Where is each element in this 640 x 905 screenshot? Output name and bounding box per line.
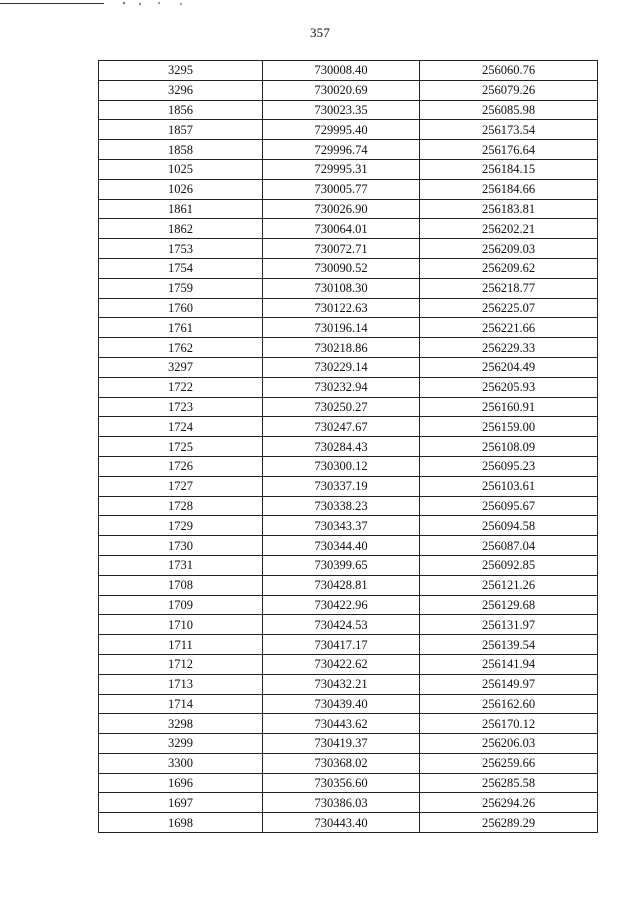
y-coordinate-cell: 256184.15 [420,159,598,179]
point-id-cell: 1754 [99,258,263,278]
x-coordinate-cell: 729996.74 [263,140,420,160]
x-coordinate-cell: 730428.81 [263,575,420,595]
point-id-cell: 1857 [99,120,263,140]
x-coordinate-cell: 730356.60 [263,773,420,793]
table-row [99,298,598,318]
x-coordinate-cell: 730422.96 [263,595,420,615]
x-coordinate-cell: 730432.21 [263,674,420,694]
y-coordinate-cell: 256221.66 [420,318,598,338]
y-coordinate-cell: 256085.98 [420,100,598,120]
x-coordinate-cell: 730443.40 [263,813,420,833]
y-coordinate-cell: 256060.76 [420,61,598,81]
table-row [99,575,598,595]
table-row [99,179,598,199]
point-id-cell: 1712 [99,654,263,674]
point-id-cell: 1862 [99,219,263,239]
y-coordinate-cell: 256159.00 [420,417,598,437]
table-row [99,674,598,694]
point-id-cell: 1697 [99,793,263,813]
table-row [99,159,598,179]
x-coordinate-cell: 730399.65 [263,555,420,575]
table-row [99,635,598,655]
y-coordinate-cell: 256285.58 [420,773,598,793]
y-coordinate-cell: 256162.60 [420,694,598,714]
x-coordinate-cell: 730122.63 [263,298,420,318]
table-row [99,437,598,457]
x-coordinate-cell: 730218.86 [263,338,420,358]
table-row [99,377,598,397]
point-id-cell: 1026 [99,179,263,199]
point-id-cell: 1728 [99,496,263,516]
point-id-cell: 3299 [99,734,263,754]
table-row [99,357,598,377]
point-id-cell: 1727 [99,476,263,496]
point-id-cell: 1858 [99,140,263,160]
table-row [99,536,598,556]
table-row [99,793,598,813]
y-coordinate-cell: 256289.29 [420,813,598,833]
y-coordinate-cell: 256170.12 [420,714,598,734]
x-coordinate-cell: 730300.12 [263,456,420,476]
x-coordinate-cell: 730229.14 [263,357,420,377]
x-coordinate-cell: 730064.01 [263,219,420,239]
x-coordinate-cell: 730090.52 [263,258,420,278]
x-coordinate-cell: 730250.27 [263,397,420,417]
table-row [99,80,598,100]
y-coordinate-cell: 256095.67 [420,496,598,516]
y-coordinate-cell: 256204.49 [420,357,598,377]
y-coordinate-cell: 256079.26 [420,80,598,100]
y-coordinate-cell: 256184.66 [420,179,598,199]
point-id-cell: 1724 [99,417,263,437]
x-coordinate-cell: 730196.14 [263,318,420,338]
point-id-cell: 1722 [99,377,263,397]
point-id-cell: 1713 [99,674,263,694]
coordinates-table [98,60,598,833]
table-row [99,100,598,120]
point-id-cell: 1723 [99,397,263,417]
x-coordinate-cell: 730008.40 [263,61,420,81]
x-coordinate-cell: 730284.43 [263,437,420,457]
coordinates-table-body [99,61,598,833]
point-id-cell: 1711 [99,635,263,655]
point-id-cell: 1861 [99,199,263,219]
x-coordinate-cell: 730023.35 [263,100,420,120]
y-coordinate-cell: 256108.09 [420,437,598,457]
point-id-cell: 1856 [99,100,263,120]
y-coordinate-cell: 256160.91 [420,397,598,417]
y-coordinate-cell: 256209.62 [420,258,598,278]
table-row [99,278,598,298]
x-coordinate-cell: 730020.69 [263,80,420,100]
table-row [99,318,598,338]
table-row [99,456,598,476]
table-row [99,813,598,833]
x-coordinate-cell: 730072.71 [263,239,420,259]
y-coordinate-cell: 256218.77 [420,278,598,298]
x-coordinate-cell: 730343.37 [263,516,420,536]
scan-artifact-line [0,3,104,4]
point-id-cell: 1731 [99,555,263,575]
table-row [99,516,598,536]
point-id-cell: 3298 [99,714,263,734]
x-coordinate-cell: 730443.62 [263,714,420,734]
x-coordinate-cell: 730232.94 [263,377,420,397]
y-coordinate-cell: 256183.81 [420,199,598,219]
table-row [99,120,598,140]
x-coordinate-cell: 730026.90 [263,199,420,219]
table-row [99,654,598,674]
scan-artifact-specks [118,0,188,6]
point-id-cell: 1759 [99,278,263,298]
x-coordinate-cell: 730108.30 [263,278,420,298]
x-coordinate-cell: 730386.03 [263,793,420,813]
table-row [99,714,598,734]
point-id-cell: 1709 [99,595,263,615]
point-id-cell: 1698 [99,813,263,833]
y-coordinate-cell: 256206.03 [420,734,598,754]
x-coordinate-cell: 730368.02 [263,753,420,773]
x-coordinate-cell: 730344.40 [263,536,420,556]
table-row [99,694,598,714]
x-coordinate-cell: 730424.53 [263,615,420,635]
table-row [99,476,598,496]
point-id-cell: 1710 [99,615,263,635]
table-row [99,496,598,516]
x-coordinate-cell: 729995.40 [263,120,420,140]
x-coordinate-cell: 730337.19 [263,476,420,496]
y-coordinate-cell: 256094.58 [420,516,598,536]
point-id-cell: 1025 [99,159,263,179]
y-coordinate-cell: 256095.23 [420,456,598,476]
x-coordinate-cell: 730417.17 [263,635,420,655]
point-id-cell: 3296 [99,80,263,100]
point-id-cell: 1730 [99,536,263,556]
y-coordinate-cell: 256131.97 [420,615,598,635]
point-id-cell: 1753 [99,239,263,259]
point-id-cell: 1714 [99,694,263,714]
table-row [99,199,598,219]
x-coordinate-cell: 730005.77 [263,179,420,199]
table-row [99,239,598,259]
y-coordinate-cell: 256149.97 [420,674,598,694]
point-id-cell: 1708 [99,575,263,595]
page-number: 357 [309,25,331,40]
y-coordinate-cell: 256129.68 [420,595,598,615]
y-coordinate-cell: 256209.03 [420,239,598,259]
y-coordinate-cell: 256202.21 [420,219,598,239]
table-row [99,773,598,793]
x-coordinate-cell: 729995.31 [263,159,420,179]
table-row [99,258,598,278]
y-coordinate-cell: 256176.64 [420,140,598,160]
y-coordinate-cell: 256092.85 [420,555,598,575]
point-id-cell: 1762 [99,338,263,358]
table-row [99,338,598,358]
table-row [99,219,598,239]
point-id-cell: 1726 [99,456,263,476]
point-id-cell: 1725 [99,437,263,457]
y-coordinate-cell: 256173.54 [420,120,598,140]
table-row [99,734,598,754]
y-coordinate-cell: 256259.66 [420,753,598,773]
table-row [99,555,598,575]
y-coordinate-cell: 256225.07 [420,298,598,318]
y-coordinate-cell: 256141.94 [420,654,598,674]
x-coordinate-cell: 730419.37 [263,734,420,754]
x-coordinate-cell: 730338.23 [263,496,420,516]
point-id-cell: 3295 [99,61,263,81]
y-coordinate-cell: 256087.04 [420,536,598,556]
table-row [99,753,598,773]
point-id-cell: 3297 [99,357,263,377]
point-id-cell: 3300 [99,753,263,773]
y-coordinate-cell: 256294.26 [420,793,598,813]
point-id-cell: 1729 [99,516,263,536]
table-row [99,595,598,615]
point-id-cell: 1761 [99,318,263,338]
x-coordinate-cell: 730247.67 [263,417,420,437]
y-coordinate-cell: 256121.26 [420,575,598,595]
point-id-cell: 1760 [99,298,263,318]
x-coordinate-cell: 730439.40 [263,694,420,714]
y-coordinate-cell: 256229.33 [420,338,598,358]
table-row [99,615,598,635]
table-row [99,140,598,160]
table-row [99,397,598,417]
table-row [99,61,598,81]
y-coordinate-cell: 256103.61 [420,476,598,496]
point-id-cell: 1696 [99,773,263,793]
y-coordinate-cell: 256205.93 [420,377,598,397]
y-coordinate-cell: 256139.54 [420,635,598,655]
x-coordinate-cell: 730422.62 [263,654,420,674]
table-row [99,417,598,437]
